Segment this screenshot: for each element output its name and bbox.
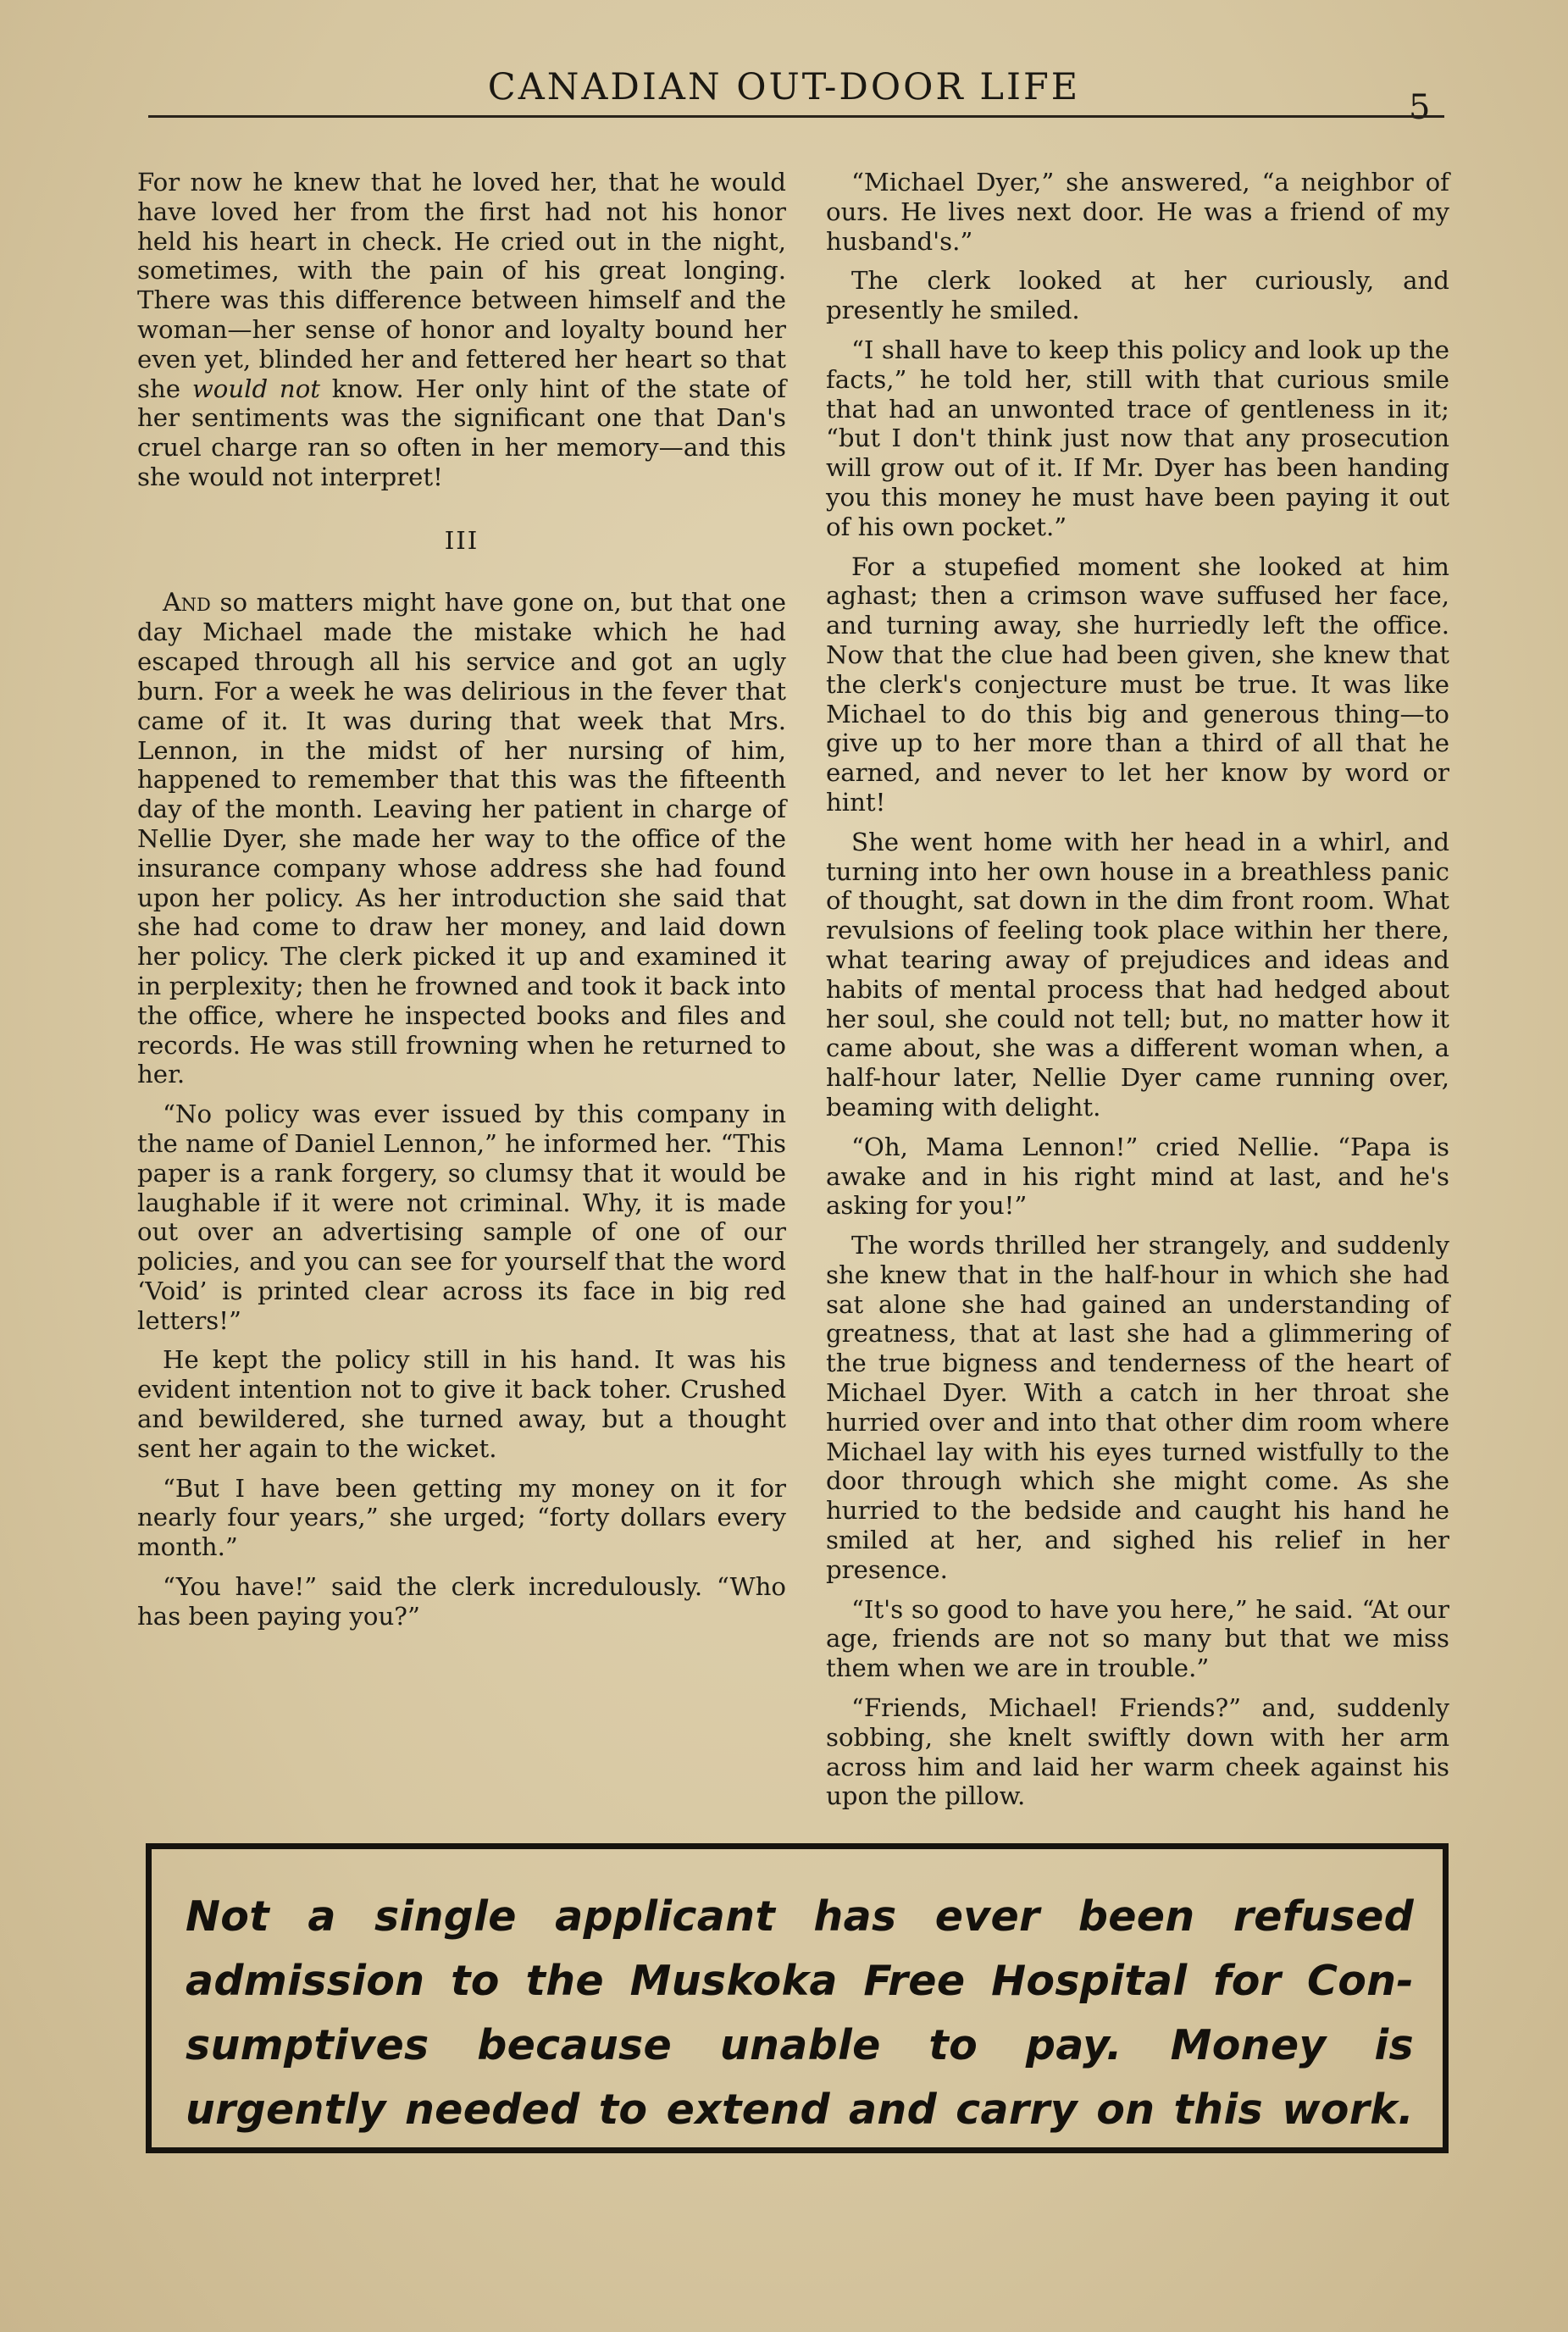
right-column	[826, 168, 1449, 1811]
right-paragraph-7: The words thrilled her strangely, and suddenly she knew that in the half-hour in which she had sat alone she had gained an understanding of greatness, that at last she had a glimmering of the true bigness and tenderness of the heart of Michael Dyer. With a catch in her throat she hurried over and into that other dim room where Michael lay with his eyes turned wistfully to the door through which she might come. As she hurried to the bedside and caught his hand he smiled at her, and sighed his relief in her presence.	[826, 1231, 1449, 1584]
notice-text	[186, 1885, 1414, 2142]
right-paragraph-4: For a stupefied moment she looked at him aghast; then a crimson wave suffused her face, and turning away, she hurriedly left the office. Now that the clue had been given, she knew that the clerk's conjecture must be true. It was like Michael to do this big and generous thing—to give up to her more than a third of all that he earned, and never to let her know by word or hint!	[826, 551, 1449, 817]
right-paragraph-9: “Friends, Michael! Friends?” and, suddenly sobbing, she knelt swiftly down with her arm across him and laid her warm cheek against his upon the pillow.	[826, 1693, 1449, 1811]
hospital-notice-box	[146, 1843, 1449, 2153]
right-paragraph-3: “I shall have to keep this policy and look up the facts,” he told her, still with that curious smile that had an unwonted trace of gentleness in it; “but I don't think just now that any prosecution will grow out of it. If Mr. Dyer has been handing you this money he must have been paying it out of his own pocket.”	[826, 335, 1449, 541]
left-paragraph-1: For now he knew that he loved her, that he would have loved her from the first had not his honor held his heart in check. He cried out in the night, sometimes, with the pain of his great longing. There was this difference between himself and the woman—her sense of honor and loyalty bound her even yet, blinded her and fettered her heart so that she would not know. Her only hint of the state of her sentiments was the significant one that Dan's cruel charge ran so often in her memory—and this she would not interpret!	[137, 168, 787, 491]
right-paragraph-8: “It's so good to have you here,” he said. “At our age, friends are not so many but that we miss them when we are in trouble.”	[826, 1594, 1449, 1683]
notice-line-4: urgently needed to extend and carry on this work.	[186, 2086, 1414, 2134]
notice-line-2: admission to the Muskoka Free Hospital for Con-	[186, 1957, 1414, 2005]
left-paragraph-6: “You have!” said the clerk incredulously. “Who has been paying you?”	[137, 1572, 786, 1631]
right-paragraph-2: The clerk looked at her curiously, and presently he smiled.	[826, 266, 1449, 325]
running-header: CANADIAN OUT-DOOR LIFE	[487, 66, 1081, 108]
left-paragraph-5: “But I have been getting my money on it for nearly four years,” she urged; “forty dollars every month.”	[137, 1473, 786, 1562]
right-paragraph-1: “Michael Dyer,” she answered, “a neighbor of ours. He lives next door. He was a friend of my husband's.”	[826, 168, 1449, 256]
left-column	[137, 168, 786, 1631]
small-caps-opening: And	[163, 587, 211, 618]
page-number: 5	[1409, 88, 1431, 127]
section-heading: III	[444, 525, 479, 555]
notice-line-3: sumptives because unable to pay. Money is	[186, 2021, 1414, 2069]
left-paragraph-4: He kept the policy still in his hand. It was his evident intention not to give it back toher. Crushed and bewildered, she turned away, but a thought sent her again to the wicket.	[137, 1345, 786, 1463]
right-paragraph-5: She went home with her head in a whirl, and turning into her own house in a breathless panic of thought, sat down in the dim front room. What revulsions of feeling took place within her there, what tearing away of prejudices and ideas and habits of mental process that had hedged about her soul, she could not tell; but, no matter how it came about, she was a different woman when, a half-hour later, Nellie Dyer came running over, beaming with delight.	[826, 827, 1449, 1122]
right-paragraph-6: “Oh, Mama Lennon!” cried Nellie. “Papa is awake and in his right mind at last, and he's asking for you!”	[826, 1132, 1449, 1221]
header-rule	[148, 115, 1444, 118]
left-paragraph-2: And so matters might have gone on, but that one day Michael made the mistake which he had escaped through all his service and got an ugly burn. For a week he was delirious in the fever that came of it. It was during that week that Mrs. Lennon, in the midst of her nursing of him, happened to remember that this was the fifteenth day of the month. Leaving her patient in charge of Nellie Dyer, she made her way to the office of the insurance company whose address she had found upon her policy. As her introduction she said that she had come to draw her money, and laid down her policy. The clerk picked it up and examined it in perplexity; then he frowned and took it back into the office, where he inspected books and files and records. He was still frowning when he returned to her.	[137, 587, 787, 1089]
italic-phrase: would not	[191, 374, 321, 403]
notice-line-1: Not a single applicant has ever been refused	[186, 1892, 1414, 1941]
left-paragraph-3: “No policy was ever issued by this company in the name of Daniel Lennon,” he informed her. “This paper is a rank forgery, so clumsy that it would be laughable if it were not criminal. Why, it is made out over an advertising sample of one of our policies, and you can see for yourself that the word ‘Void’ is printed clear across its face in big red letters!”	[137, 1100, 786, 1335]
